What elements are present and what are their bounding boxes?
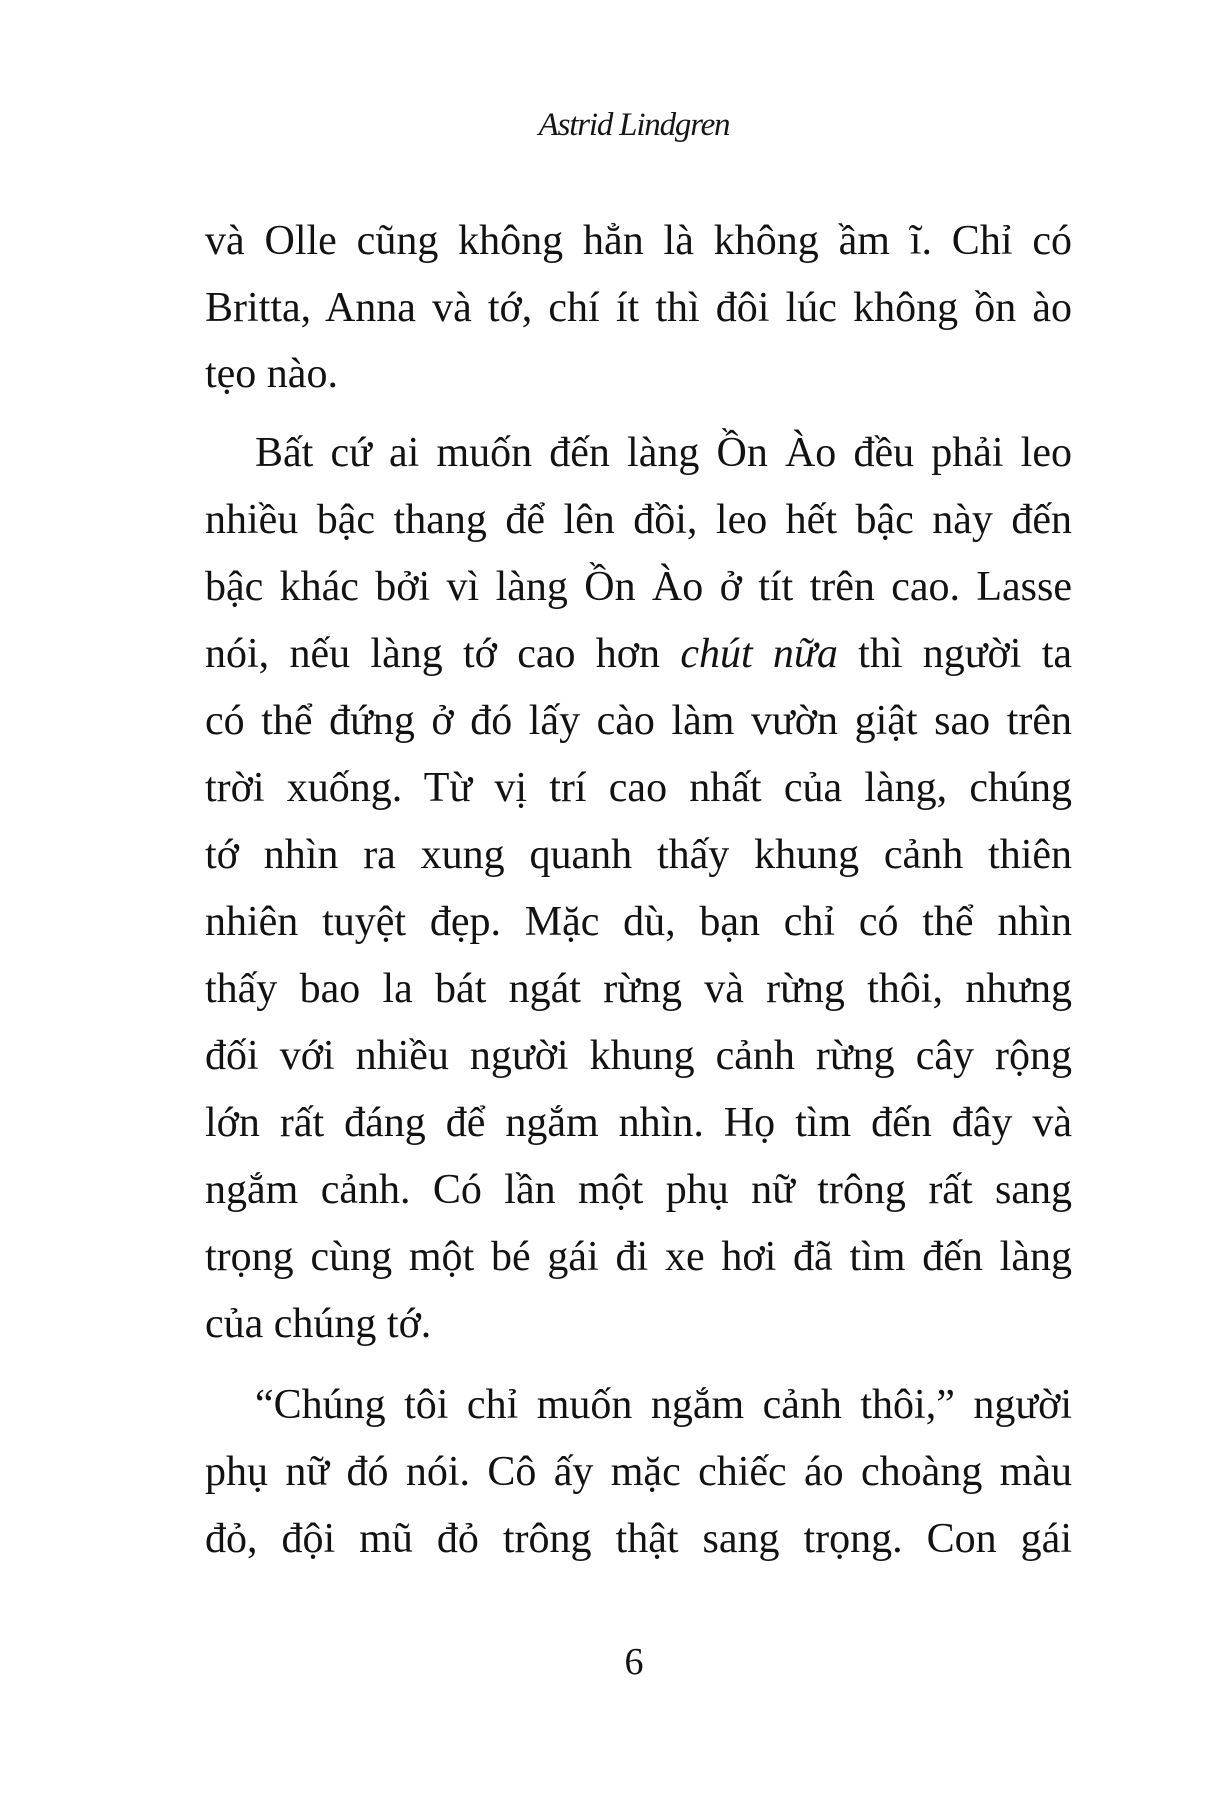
- text-line: trọng cùng một bé gái đi xe hơi đã tìm đến làng: [205, 1234, 1072, 1280]
- text-segment: nói, nếu làng tớ cao hơn: [205, 631, 660, 677]
- text-line: tẹo nào.: [205, 351, 338, 397]
- page-number: 6: [624, 1641, 644, 1683]
- text-line: và Olle cũng không hẳn là không ầm ĩ. Chỉ có: [205, 218, 1072, 264]
- text-line: của chúng tớ.: [205, 1301, 432, 1347]
- text-line: Bất cứ ai muốn đến làng Ồn Ào đều phải leo: [255, 430, 1072, 476]
- text-line: “Chúng tôi chỉ muốn ngắm cảnh thôi,” người: [255, 1382, 1072, 1428]
- text-line: tớ nhìn ra xung quanh thấy khung cảnh thiên: [205, 832, 1072, 878]
- text-segment: thì người ta: [858, 631, 1073, 677]
- text-line: trời xuống. Từ vị trí cao nhất của làng, chúng: [205, 765, 1072, 811]
- text-line: Britta, Anna và tớ, chí ít thì đôi lúc không ồn ào: [205, 285, 1072, 331]
- text-line: phụ nữ đó nói. Cô ấy mặc chiếc áo choàng màu: [205, 1449, 1072, 1495]
- text-line: nhiều bậc thang để lên đồi, leo hết bậc này đến: [205, 497, 1072, 543]
- text-line: có thể đứng ở đó lấy cào làm vườn giật sao trên: [205, 698, 1072, 744]
- running-header-author: Astrid Lindgren: [538, 107, 730, 143]
- text-line: thấy bao la bát ngát rừng và rừng thôi, nhưng: [205, 966, 1072, 1012]
- text-line: bậc khác bởi vì làng Ồn Ào ở tít trên cao. Lasse: [205, 564, 1072, 610]
- text-line: đỏ, đội mũ đỏ trông thật sang trọng. Con gái: [205, 1516, 1072, 1562]
- emphasis-text: chút nữa: [680, 631, 838, 677]
- text-line: ngắm cảnh. Có lần một phụ nữ trông rất sang: [205, 1167, 1072, 1213]
- text-line: đối với nhiều người khung cảnh rừng cây rộng: [205, 1033, 1072, 1079]
- text-line-with-emphasis: [205, 629, 1072, 679]
- text-line: nhiên tuyệt đẹp. Mặc dù, bạn chỉ có thể nhìn: [205, 899, 1072, 945]
- text-line: lớn rất đáng để ngắm nhìn. Họ tìm đến đây và: [205, 1100, 1072, 1146]
